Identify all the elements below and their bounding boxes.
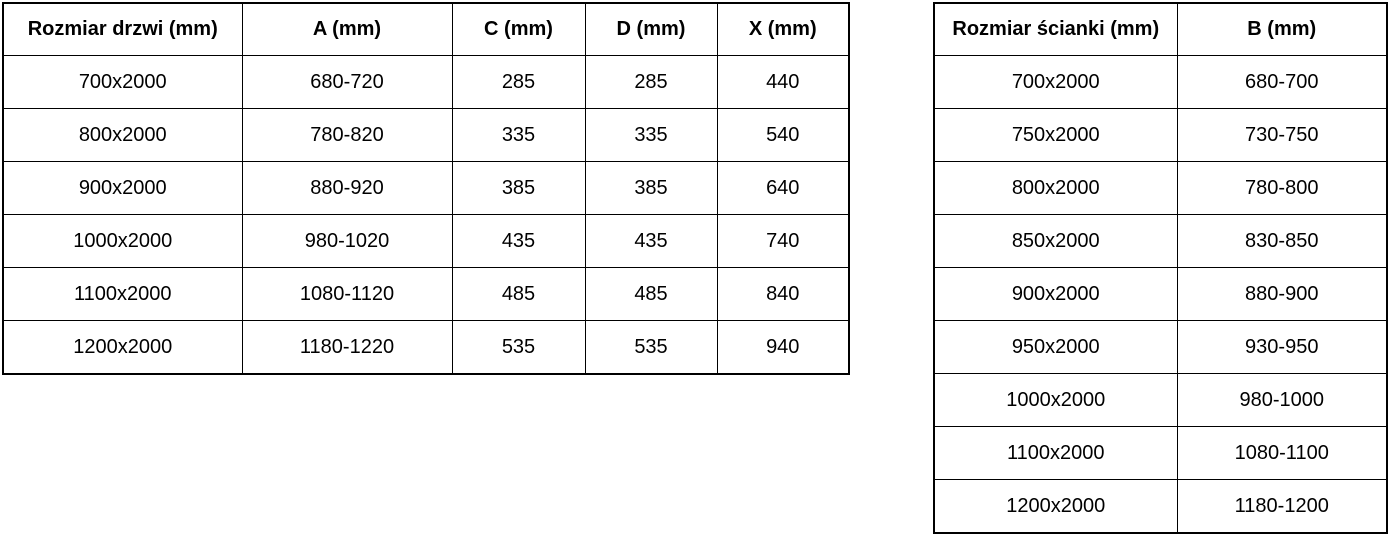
table-row <box>3 268 849 321</box>
table-cell: 435 <box>452 215 585 268</box>
table-row <box>3 56 849 109</box>
table-cell: 535 <box>452 321 585 375</box>
table-cell: 1200x2000 <box>3 321 242 375</box>
table-row <box>934 268 1387 321</box>
table-cell: 1180-1200 <box>1177 480 1387 534</box>
table-cell: 750x2000 <box>934 109 1177 162</box>
table-cell: 1000x2000 <box>934 374 1177 427</box>
table-cell: 980-1020 <box>242 215 452 268</box>
table-cell: 1000x2000 <box>3 215 242 268</box>
table-cell: 1200x2000 <box>934 480 1177 534</box>
table-cell: 680-700 <box>1177 56 1387 109</box>
table-header-row <box>934 3 1387 56</box>
table-row <box>3 215 849 268</box>
table-row <box>934 427 1387 480</box>
table-row <box>3 109 849 162</box>
table-cell: 880-920 <box>242 162 452 215</box>
table-row <box>934 374 1387 427</box>
table-cell: 800x2000 <box>934 162 1177 215</box>
table-row <box>934 215 1387 268</box>
table-cell: 780-800 <box>1177 162 1387 215</box>
table-cell: 535 <box>585 321 717 375</box>
table-cell: 800x2000 <box>3 109 242 162</box>
table-cell: 1080-1120 <box>242 268 452 321</box>
table-row <box>3 321 849 375</box>
table-cell: 900x2000 <box>3 162 242 215</box>
table-cell: 900x2000 <box>934 268 1177 321</box>
table-cell: 440 <box>717 56 849 109</box>
door-sizes-table <box>2 2 850 375</box>
table-row <box>3 162 849 215</box>
table-cell: 540 <box>717 109 849 162</box>
table-cell: 435 <box>585 215 717 268</box>
table-cell: 840 <box>717 268 849 321</box>
column-header-b: B (mm) <box>1177 3 1387 56</box>
table-cell: 1100x2000 <box>934 427 1177 480</box>
table-cell: 335 <box>452 109 585 162</box>
table-row <box>934 109 1387 162</box>
column-header-d: D (mm) <box>585 3 717 56</box>
table-row <box>934 480 1387 534</box>
table-cell: 1180-1220 <box>242 321 452 375</box>
table-cell: 385 <box>585 162 717 215</box>
table-cell: 740 <box>717 215 849 268</box>
column-header-rozmiar-drzwi: Rozmiar drzwi (mm) <box>3 3 242 56</box>
table-cell: 880-900 <box>1177 268 1387 321</box>
table-cell: 700x2000 <box>934 56 1177 109</box>
table-cell: 980-1000 <box>1177 374 1387 427</box>
table-cell: 680-720 <box>242 56 452 109</box>
table-cell: 1080-1100 <box>1177 427 1387 480</box>
table-cell: 850x2000 <box>934 215 1177 268</box>
table-cell: 285 <box>585 56 717 109</box>
table-row <box>934 162 1387 215</box>
table-cell: 780-820 <box>242 109 452 162</box>
table-cell: 730-750 <box>1177 109 1387 162</box>
wall-panel-sizes-table <box>933 2 1388 534</box>
column-header-rozmiar-scianki: Rozmiar ścianki (mm) <box>934 3 1177 56</box>
table-cell: 1100x2000 <box>3 268 242 321</box>
table-cell: 700x2000 <box>3 56 242 109</box>
table-cell: 335 <box>585 109 717 162</box>
table-cell: 950x2000 <box>934 321 1177 374</box>
column-header-a: A (mm) <box>242 3 452 56</box>
table-row <box>934 56 1387 109</box>
table-cell: 940 <box>717 321 849 375</box>
table-cell: 830-850 <box>1177 215 1387 268</box>
table-cell: 285 <box>452 56 585 109</box>
table-cell: 930-950 <box>1177 321 1387 374</box>
column-header-c: C (mm) <box>452 3 585 56</box>
table-row <box>934 321 1387 374</box>
table-cell: 485 <box>585 268 717 321</box>
table-header-row <box>3 3 849 56</box>
table-cell: 485 <box>452 268 585 321</box>
table-cell: 640 <box>717 162 849 215</box>
column-header-x: X (mm) <box>717 3 849 56</box>
table-cell: 385 <box>452 162 585 215</box>
